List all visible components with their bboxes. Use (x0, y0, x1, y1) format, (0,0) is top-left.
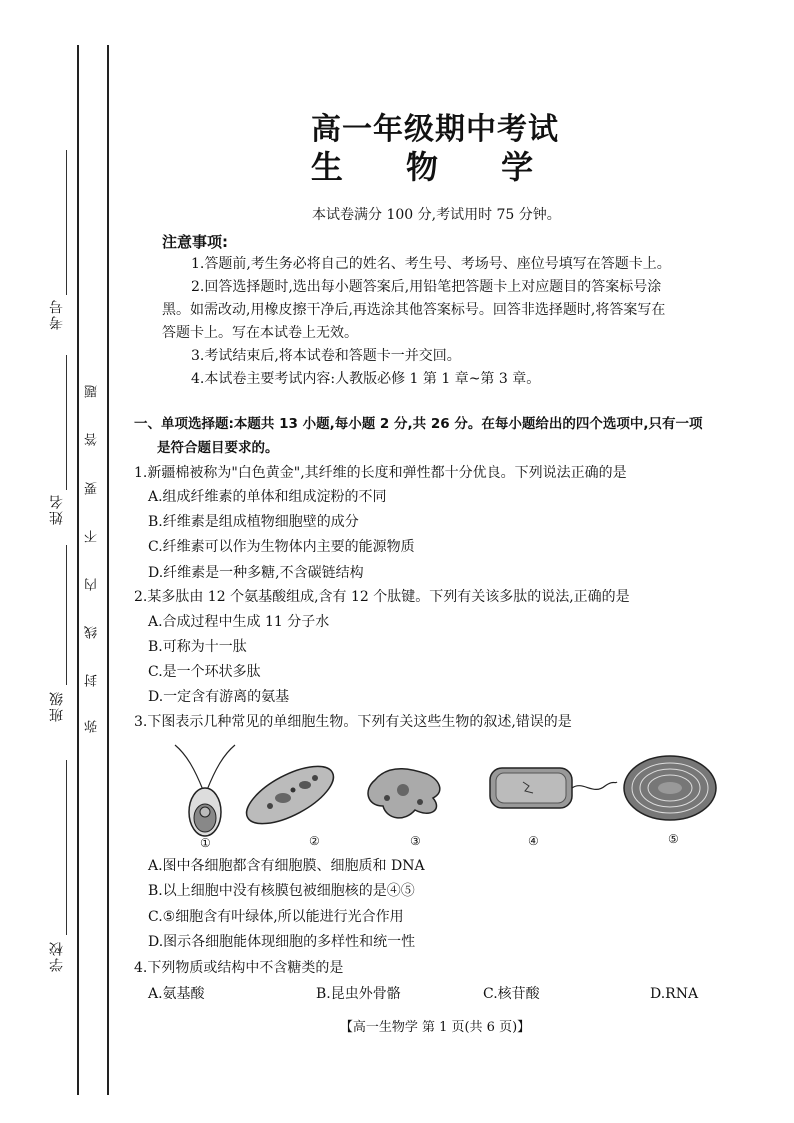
page-footer: 【高一生物学 第 1 页(共 6 页)】 (339, 1020, 531, 1035)
option: D.图示各细胞能体现细胞的多样性和统一性 (148, 934, 416, 950)
option: D.纤维素是一种多糖,不含碳链结构 (148, 565, 364, 581)
option: B.以上细胞中没有核膜包被细胞核的是④⑤ (148, 883, 415, 899)
binding-line-right (107, 45, 109, 1095)
option: D.一定含有游离的氨基 (148, 689, 290, 705)
option: C.是一个环状多肽 (148, 664, 261, 680)
notice-line: 2.回答选择题时,选出每小题答案后,用铅笔把答题卡上对应题目的答案标号涂 (191, 279, 662, 295)
figure-label: ① (200, 836, 211, 850)
field-label-school: 学校 (49, 940, 65, 972)
notice-line: 答题卡上。写在本试卷上无效。 (162, 325, 358, 341)
option: A.组成纤维素的单体和组成淀粉的不同 (148, 489, 387, 505)
figure-label: ⑤ (668, 832, 679, 846)
organism-2-illustration (238, 755, 342, 835)
seal-char: 内 (85, 578, 100, 591)
option: B.昆虫外骨骼 (316, 986, 401, 1002)
field-line-school (66, 760, 67, 935)
figure-label: ② (309, 834, 320, 848)
section-heading: 一、单项选择题:本题共 13 小题,每小题 2 分,共 26 分。在每小题给出的四个选项中,只有一项 (134, 416, 703, 432)
seal-char: 不 (85, 530, 100, 543)
seal-char: 弥 (85, 720, 100, 733)
option: A.合成过程中生成 11 分子水 (148, 614, 330, 630)
notice-line: 1.答题前,考生务必将自己的姓名、考生号、考场号、座位号填写在答题卡上。 (191, 256, 671, 272)
option: B.纤维素是组成植物细胞壁的成分 (148, 514, 359, 530)
organism-5-illustration (624, 756, 716, 820)
option: C.核苷酸 (483, 986, 540, 1002)
field-label-exam-no: 考号 (49, 298, 65, 330)
notice-heading: 注意事项: (162, 233, 228, 251)
binding-line-left (77, 45, 79, 1095)
option: A.氨基酸 (148, 986, 205, 1002)
seal-char: 要 (85, 482, 100, 495)
seal-char: 封 (85, 674, 100, 687)
figure-label: ④ (528, 834, 539, 848)
option: C.纤维素可以作为生物体内主要的能源物质 (148, 539, 415, 555)
notice-line: 3.考试结束后,将本试卷和答题卡一并交回。 (191, 348, 461, 364)
question-stem: 2.某多肽由 12 个氨基酸组成,含有 12 个肽键。下列有关该多肽的说法,正确的是 (134, 589, 630, 605)
exam-subtitle: 本试卷满分 100 分,考试用时 75 分钟。 (312, 207, 561, 223)
figure-label: ③ (410, 834, 421, 848)
field-label-name: 姓名 (49, 493, 65, 525)
exam-title: 高一年级期中考试 (311, 112, 559, 147)
field-line-class (66, 545, 67, 685)
question-stem: 3.下图表示几种常见的单细胞生物。下列有关这些生物的叙述,错误的是 (134, 714, 572, 730)
field-label-class: 班级 (49, 690, 65, 722)
question-stem: 1.新疆棉被称为"白色黄金",其纤维的长度和弹性都十分优良。下列说法正确的是 (134, 465, 627, 481)
organism-4-illustration (490, 768, 617, 808)
seal-char: 题 (85, 385, 100, 398)
seal-char: 答 (85, 433, 100, 446)
figure-single-cell-organisms (165, 740, 725, 850)
subject-title: 生 物 学 (310, 148, 560, 186)
seal-char: 线 (85, 626, 100, 639)
organism-1-illustration (175, 745, 235, 836)
option: A.图中各细胞都含有细胞膜、细胞质和 DNA (148, 858, 425, 874)
notice-line: 黑。如需改动,用橡皮擦干净后,再选涂其他答案标号。回答非选择题时,将答案写在 (162, 302, 666, 318)
organism-3-illustration (368, 769, 440, 818)
question-stem: 4.下列物质或结构中不含糖类的是 (134, 960, 344, 976)
option: D.RNA (650, 986, 699, 1002)
option: C.⑤细胞含有叶绿体,所以能进行光合作用 (148, 909, 404, 925)
field-line-name (66, 355, 67, 490)
notice-line: 4.本试卷主要考试内容:人教版必修 1 第 1 章~第 3 章。 (191, 371, 541, 387)
section-heading-cont: 是符合题目要求的。 (157, 440, 279, 456)
option: B.可称为十一肽 (148, 639, 247, 655)
